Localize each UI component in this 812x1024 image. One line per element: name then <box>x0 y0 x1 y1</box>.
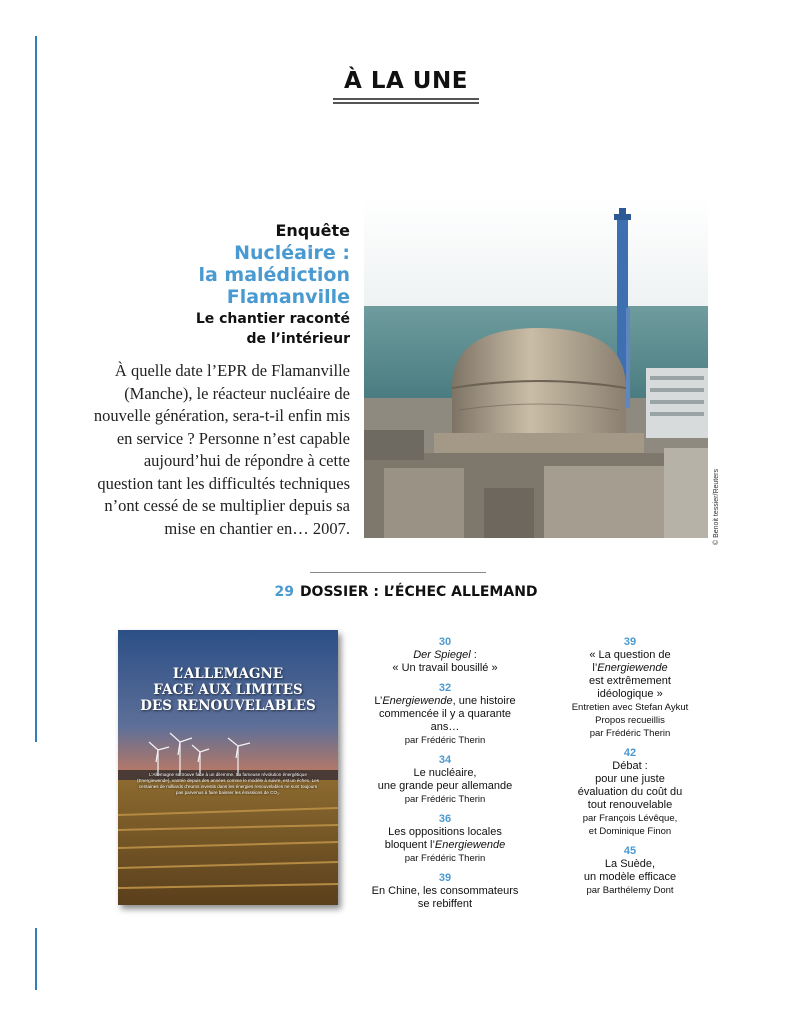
page-edge-bar-top <box>35 36 37 742</box>
cover-title-line-3: DES RENOUVELABLES <box>140 698 316 714</box>
section-heading: À LA UNE <box>344 68 468 94</box>
feature-title-block <box>196 220 350 348</box>
contents-entry[interactable] <box>355 872 535 911</box>
entry-title: Les oppositions locales bloquent l’Energiewende <box>384 826 506 851</box>
entry-page-number: 30 <box>438 636 452 648</box>
entry-byline: Entretien avec Stefan Aykut Propos recueillis par Frédéric Therin <box>571 702 689 739</box>
contents-entry[interactable] <box>355 754 535 806</box>
entry-page-number: 42 <box>623 747 637 759</box>
entry-byline: par Barthélemy Dont <box>586 885 674 896</box>
page-edge-bar-bottom <box>35 928 37 990</box>
entry-title: Le nucléaire, une grande peur allemande <box>377 767 513 792</box>
entry-byline: par Frédéric Therin <box>404 735 486 746</box>
cover-title-line-1: L’ALLEMAGNE <box>172 666 284 682</box>
contents-entry[interactable] <box>355 636 535 675</box>
nuclear-plant-photo <box>364 198 708 538</box>
section-divider <box>310 572 486 573</box>
feature-headline-line-2: la malédiction <box>198 264 350 286</box>
entry-title: En Chine, les consommateurs se rebiffent <box>371 885 519 910</box>
contents-left-column <box>355 636 535 918</box>
entry-title: Débat : pour une juste évaluation du coût du tout renouvelable <box>577 760 683 811</box>
entry-page-number: 39 <box>623 636 637 648</box>
photo-credit: © Benoit tessier/Reuters <box>713 469 720 545</box>
entry-title: « La question de l’Energiewende est extrêmement idéologique » <box>589 649 671 700</box>
cover-title <box>118 666 338 714</box>
feature-kicker: Enquête <box>275 221 350 240</box>
entry-page-number: 36 <box>438 813 452 825</box>
contents-entry[interactable] <box>355 682 535 747</box>
dossier-title: DOSSIER : L’ÉCHEC ALLEMAND <box>299 584 538 600</box>
contents-entry[interactable] <box>355 813 535 865</box>
contents-right-column <box>540 636 720 904</box>
contents-entry[interactable] <box>540 845 720 897</box>
entry-page-number: 39 <box>438 872 452 884</box>
cover-title-line-2: FACE AUX LIMITES <box>153 682 303 698</box>
entry-title: L’Energiewende, une histoire commencée il y a quarante ans… <box>374 695 516 733</box>
entry-title: La Suède, un modèle efficace <box>583 858 677 883</box>
feature-deck-line-1: Le chantier raconté <box>195 311 350 327</box>
dossier-cover-image <box>118 630 338 905</box>
feature-headline-line-3: Flamanville <box>226 286 350 308</box>
entry-title: Der Spiegel : « Un travail bousillé » <box>392 649 498 674</box>
dossier-heading <box>0 584 812 600</box>
feature-headline-line-1: Nucléaire : <box>234 242 350 264</box>
entry-page-number: 32 <box>438 682 452 694</box>
heading-underline-1 <box>333 98 479 100</box>
heading-underline-2 <box>333 102 479 104</box>
contents-entry[interactable] <box>540 636 720 740</box>
entry-byline: par François Lévêque, et Dominique Finon <box>582 813 678 837</box>
entry-page-number: 45 <box>623 845 637 857</box>
cover-blurb: L’Allemagne se trouve face à un dilemme. Sa fameuse révolution énergétique (Energiewende), vantée depuis des années comme le modèle à suivre, est un échec. Les centaines de milliards d’euros investis dans les énergies renouvelables ne sont toujours pas parvenus à faire baisser les émissions de CO₂. <box>136 772 320 795</box>
contents-entry[interactable] <box>540 747 720 838</box>
entry-page-number: 34 <box>438 754 452 766</box>
entry-byline: par Frédéric Therin <box>404 794 486 805</box>
dossier-page-number: 29 <box>274 584 294 600</box>
feature-intro: À quelle date l’EPR de Flamanville (Manche), le réacteur nucléaire de nouvelle génération, sera-t-il enfin mis en service ? Personne n’est capable aujourd’hui de répondre à cette question tant les difficultés techniques n’ont cessé de se multiplier depuis sa mise en chantier en… 2007. <box>93 361 350 538</box>
entry-byline: par Frédéric Therin <box>404 853 486 864</box>
feature-deck-line-2: de l’intérieur <box>246 331 350 347</box>
